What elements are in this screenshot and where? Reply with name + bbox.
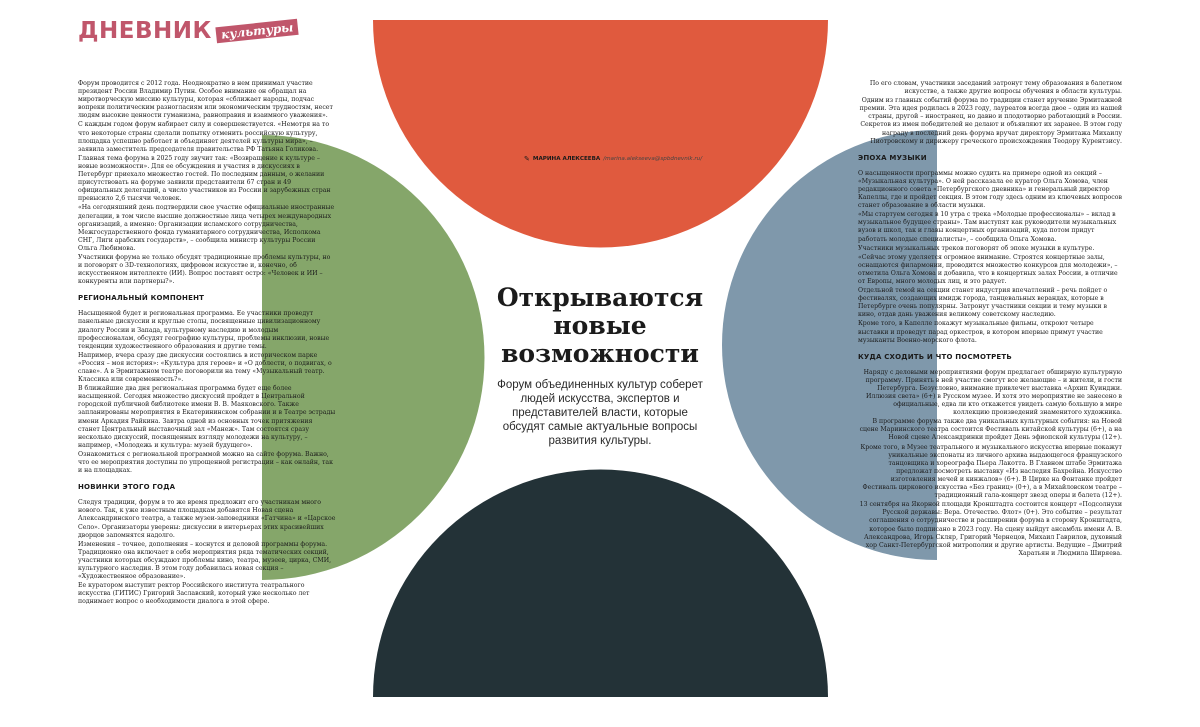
- paragraph: 13 сентября на Якорной площади Кронштадта состоится концерт «Подсолнухи Русской державы: Вера. Отечество. Флот» (0+). Это событие – результат соглашения о сотрудничестве и расширении форума в сторону Кронштадта, которое было подписано в 2023 году. На сцену выйдут ансамбль имени А. В. Александрова, Игорь Скляр, Григорий Чернецов, Михаил Гаврилов, духовный хор Санкт-Петербургской митрополии и другие артисты. Ведущие – Дмитрий Харатьян и Людмила Ширяева.: [859, 501, 1122, 557]
- title-line: Открываются: [496, 283, 704, 312]
- paragraph: По его словам, участники заседаний затронут тему образования в балетном искусстве, а также другие вопросы обучения в области культуры.: [869, 80, 1122, 96]
- paragraph: «Мы стартуем сегодня в 10 утра с трека «Молодые профессионалы» – вклад в музыкальное будущее страны». Там выступят как руководители музыкальных вузов и школ, так и главы концертных организаций, куда потом придут работать молодые специалисты», – сообщила Ольга Хомова.: [858, 211, 1117, 243]
- paragraph: Одним из главных событий форума по традиции станет вручение Эрмитажной премии. Эта идея родилась в 2023 году, лауреатов всегда двое – один из нашей страны, другой – иностранец, но давно и плодотворно работающий в России. Секретов из имен победителей не делают и объявляют их заранее. В этом году награду в последний день форума вручат директору Эрмитажа Михаилу Пиотровскому и дирижеру греческого происхождения Теодору Курентзису.: [859, 97, 1122, 145]
- paragraph: Главная тема форума в 2025 году звучит так: «Возвращение к культуре – новые возможности». Для ее обсуждения и участия в дискуссиях в Петербург приехало множество гостей. По последним данным, о желании присутствовать на форуме заявили представители 67 стран и 49 официальных делегаций, а число участников из России и зарубежных стран превысило 2,6 тысячи человек.: [78, 154, 331, 203]
- title-line: новые: [553, 311, 647, 340]
- paragraph: «Сейчас этому уделяется огромное внимание. Строятся концертные залы, оснащаются филармонии, проводится множество конкурсов для молодежи», – отметила Ольга Хомова и добавила, что в концертных залах России, в отличие от Европы, много молодых лиц, и это радует.: [858, 253, 1118, 285]
- right-column: [858, 80, 1122, 662]
- paragraph: Форум проводится с 2012 года. Неоднократно в нем принимал участие президент России Владимир Путин. Особое внимание он обращал на миротворческую миссию культуры, которая «сближает народы, подчас вопреки политическим разногласиям или экономическим трудностям, несет людям высокие ценности гуманизма, равноправия и взаимного уважения».: [78, 80, 333, 120]
- logo-sub: культуры: [215, 19, 299, 44]
- paragraph: О насыщенности программы можно судить на примере одной из секций – «Музыкальная культура». О ней рассказала ее куратор Ольга Хомова, член редакционного совета «Петербургского дневника» и генеральный директор Капеллы, где и пройдет секция. В этом году здесь одним из ключевых вопросов станет образование в области музыки.: [858, 169, 1122, 210]
- paragraph: «На сегодняшний день подтвердили свое участие официальные иностранные делегации, в том числе высшие должностные лица четырех международных организаций, а именно: Организации исламского сотрудничества, Межгосударственного фонда гуманитарного сотрудничества, Исполкома СНГ, Лиги арабских государств», – сообщила министр культуры России Ольга Любимова.: [78, 204, 335, 252]
- paragraph: Следуя традиции, форум в то же время предложит его участникам много нового. Так, к уже известным площадкам добавятся Новая сцена Александринского театра, а также музеи-заповедники «Гатчина» и «Царское Село». Организаторы уверены: дискуссии в интерьерах этих красивейших дворцов запомнятся надолго.: [78, 499, 336, 539]
- paragraph: В программе форума также два уникальных культурных события: на Новой сцене Мариинского театра состоится Фестиваль китайской культуры (6+), а на Новой сцене Александринки пройдет День эфиопской культуры (12+).: [859, 418, 1122, 442]
- section-heading: КУДА СХОДИТЬ И ЧТО ПОСМОТРЕТЬ: [858, 352, 1012, 361]
- section-heading: НОВИНКИ ЭТОГО ГОДА: [78, 483, 176, 492]
- article-title: [490, 284, 710, 368]
- paragraph: Участники музыкальных треков поговорят об эпохе музыки в культуре.: [858, 244, 1095, 252]
- paragraph: Участники форума не только обсудят традиционные проблемы культуры, но и поговорят о 3D-технологиях, цифровом искусстве и, конечно, об искусственном интеллекте (ИИ). Вопрос поставят остро: «Человек и ИИ – конкуренты или партнеры?».: [78, 253, 331, 286]
- paragraph: Например, вчера сразу две дискуссии состоялись в историческом парке «Россия – моя история»: «Культура для героев» и «О доблести, о подвигах, о славе». А в Эрмитажном театре поговорили на тему «Музыкальный театр. Классика или современность?».: [78, 351, 332, 384]
- author-email: /marina.alekseeva@spbdnevnik.ru/: [603, 156, 703, 162]
- paragraph: С каждым годом форум набирает силу и совершенствуется. «Немотря на то что некоторые страны сделали попытку отменить российскую культуру, площадка успешно работает и объединяет деятелей культуры мира», – заявила заместитель председателя правительства РФ Татьяна Голикова.: [78, 121, 330, 153]
- paragraph: Насыщенной будет и региональная программа. Ее участники проведут панельные дискуссии и круглые столы, посвященные цивилизационному диалогу России и Запада, культурному наследию и молодым профессионалам, обсудят географию культуры, проблемы инклюзии, новые тенденции художественного образования и другие темы.: [78, 310, 330, 350]
- paragraph: Кроме того, в Капелле покажут музыкальные фильмы, откроют четыре выставки и проведут парад оркестров, в котором впервые примут участие музыканты Военно-морского флота.: [858, 320, 1103, 344]
- section-heading: ЭПОХА МУЗЫКИ: [858, 153, 927, 162]
- pen-icon: ✎: [524, 155, 530, 163]
- author-name: МАРИНА АЛЕКСЕЕВА: [532, 156, 601, 162]
- top-orange-semicircle: [373, 20, 828, 248]
- paragraph: Ознакомиться с региональной программой можно на сайте форума. Важно, что ее мероприятия доступны по упрощенной регистрации – как онлайн, так и на площадках.: [78, 450, 333, 475]
- logo: [78, 18, 298, 44]
- left-column: [78, 80, 336, 660]
- bottom-dark-semicircle: [373, 470, 828, 697]
- logo-main: ДНЕВНИК: [78, 18, 212, 44]
- byline: [524, 155, 702, 163]
- paragraph: Отдельной темой на секции станет индустрия впечатлений – речь пойдет о фестивалях, создающих имидж города, танцевальных верандах, которые в Петербурге очень популярны. Затронут участники секции и тему музыки в кино, отдав дань уважения великому советскому наследию.: [858, 287, 1108, 319]
- article-lead: Форум объединенных культур соберет людей искусства, экспертов и представителей власти, которые обсудят самые актуальные вопросы развития культуры.: [497, 379, 703, 447]
- section-heading: РЕГИОНАЛЬНЫЙ КОМПОНЕНТ: [78, 294, 205, 303]
- paragraph: Ее куратором выступит ректор Российского института театрального искусства (ГИТИС) Григорий Заславский, который уже несколько лет поднимает вопрос о необходимости диалога в этой сфере.: [78, 582, 310, 606]
- paragraph: Кроме того, в Музее театрального и музыкального искусства впервые покажут уникальные экспонаты из личного архива выдающегося французского танцовщика и хореографа Пьера Лакотта. В Главном штабе Эрмитажа предложат посмотреть выставку «Из наследия Бахрейна. Искусство изготовления мечей и кинжалов» (6+). В Цирке на Фонтанке пройдет Фестиваль циркового искусства «Без границ» (0+), а в Михайловском театре – традиционный гала-концерт звезд оперы и балета (12+).: [860, 443, 1122, 500]
- paragraph: Изменения – точнее, дополнения – коснутся и деловой программы форума. Традиционно она включает в себя мероприятия ряда тематических секций, участники которых обсуждают проблемы кино, театра, музеев, цирка, СМИ, культурного наследия. В этом году добавилась новая секция – «Художественное образование».: [78, 540, 332, 581]
- title-line: возможности: [501, 339, 699, 368]
- paragraph: Наряду с деловыми мероприятиями форум предлагает обширную культурную программу. Принять в ней участие смогут все желающие – и жители, и гости Петербурга. Безусловно, внимание привлечет выставка «Архип Куинджи. Иллюзия света» (6+) в Русском музее. И хотя это мероприятие не занесено в официальные, едва ли кто откажется увидеть самую большую в мире коллекцию произведений знаменитого художника.: [863, 368, 1122, 417]
- paragraph: В ближайшие два дня региональная программа будет еще более насыщенной. Сегодня множество дискуссий пройдет в Центральной городской публичной библиотеке имени В. В. Маяковского. Также запланированы мероприятия в Екатерининском собрании и в Театре эстрады имени Аркадия Райкина. Завтра одной из основных точек притяжения станет Центральный выставочный зал «Манеж». Там состоятся сразу несколько дискуссий, посвященных взгляду молодежи на культуру, – например, «Молодежь и культура: музей будущего».: [78, 385, 336, 449]
